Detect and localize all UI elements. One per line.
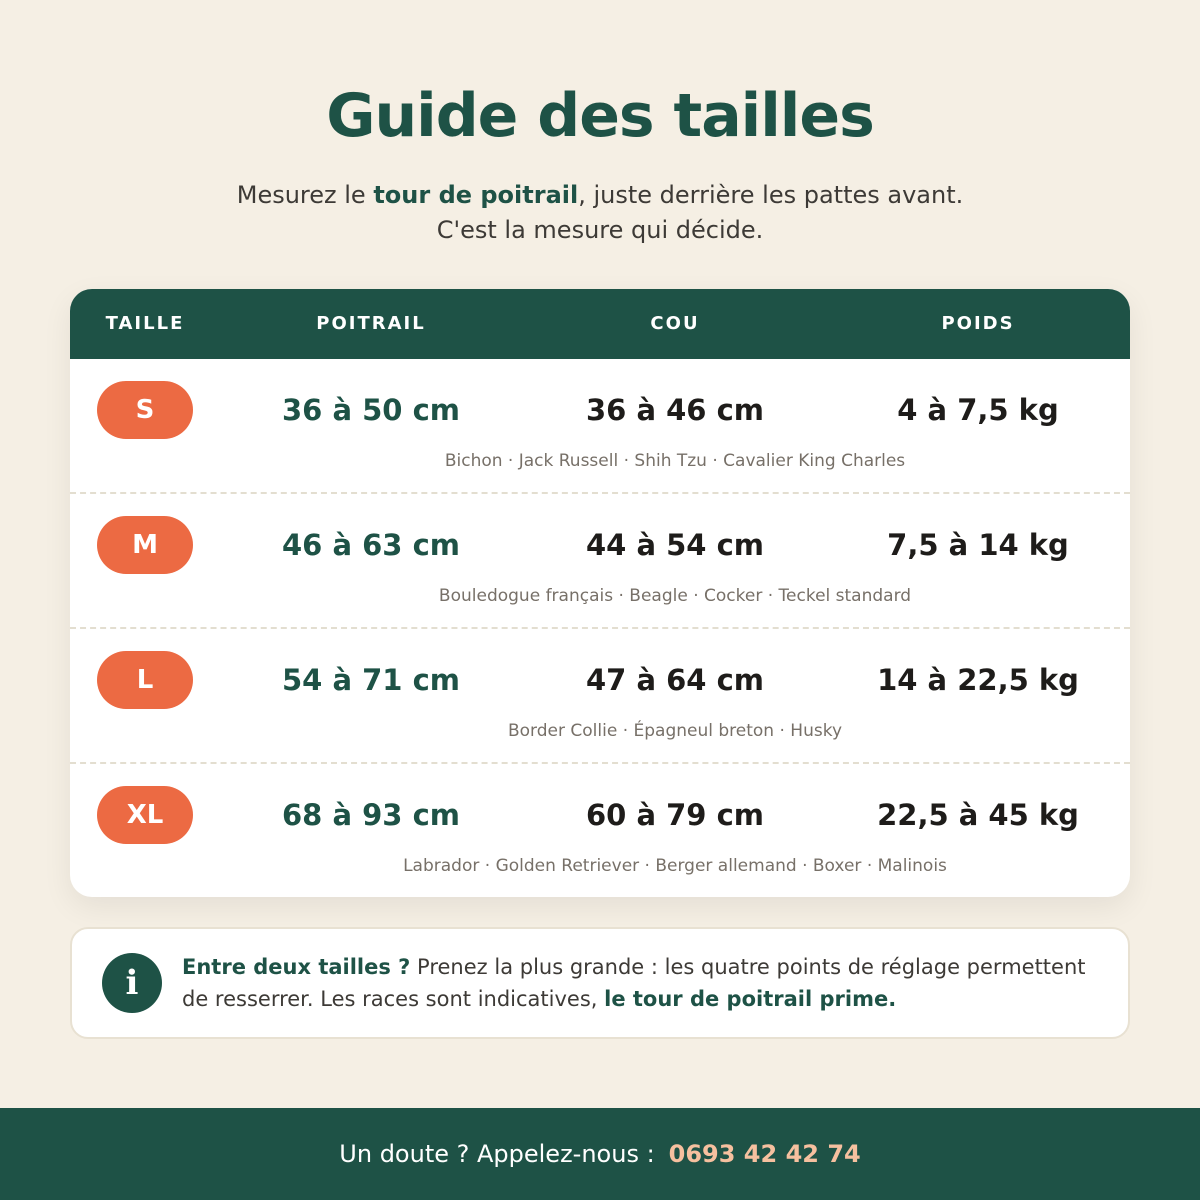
neck-value: 60 à 79 cm (586, 798, 764, 832)
footer-banner (0, 1108, 1200, 1200)
size-badge: XL (97, 786, 193, 844)
subtitle-highlight: tour de poitrail (373, 181, 579, 209)
table-row (70, 494, 1130, 629)
info-icon: i (102, 953, 162, 1013)
page-title: Guide des tailles (326, 81, 874, 151)
phone-number-link[interactable]: 0693 42 42 74 (668, 1140, 861, 1168)
footer-label: Un doute ? Appelez-nous : (339, 1140, 655, 1168)
subtitle-text-after: , juste derrière les pattes avant. (578, 181, 964, 209)
info-lead: Entre deux tailles ? (182, 955, 411, 979)
breeds-list: Bouledogue français · Beagle · Cocker · Teckel standard (438, 586, 912, 606)
header-chest: POITRAIL (316, 313, 426, 334)
table-header (70, 289, 1130, 359)
breeds-list: Border Collie · Épagneul breton · Husky (507, 721, 843, 741)
subtitle-line-1 (0, 178, 1200, 213)
breeds-list: Bichon · Jack Russell · Shih Tzu · Cavalier King Charles (444, 451, 906, 471)
info-box (70, 927, 1130, 1039)
size-badge: M (97, 516, 193, 574)
table-row (70, 764, 1130, 897)
table-row (70, 359, 1130, 494)
weight-value: 7,5 à 14 kg (887, 528, 1069, 562)
size-badge: L (97, 651, 193, 709)
header-size: TAILLE (105, 313, 185, 334)
size-badge: S (97, 381, 193, 439)
neck-value: 47 à 64 cm (586, 663, 764, 697)
info-conclusion: le tour de poitrail prime. (604, 987, 897, 1011)
weight-value: 14 à 22,5 kg (877, 663, 1079, 697)
info-text (182, 951, 1112, 1015)
weight-value: 4 à 7,5 kg (897, 393, 1059, 427)
header-weight: POIDS (941, 313, 1015, 334)
chest-value: 46 à 63 cm (282, 528, 460, 562)
chest-value: 54 à 71 cm (282, 663, 460, 697)
chest-value: 68 à 93 cm (282, 798, 460, 832)
page-subtitle (0, 178, 1200, 248)
subtitle-line-2: C'est la mesure qui décide. (436, 216, 764, 244)
breeds-list: Labrador · Golden Retriever · Berger allemand · Boxer · Malinois (403, 856, 947, 876)
neck-value: 36 à 46 cm (586, 393, 764, 427)
info-body: Prenez la plus grande : les quatre points de réglage permettent de resserrer. Les races sont indicatives, (182, 955, 1086, 1011)
weight-value: 22,5 à 45 kg (877, 798, 1079, 832)
table-row (70, 629, 1130, 764)
chest-value: 36 à 50 cm (282, 393, 460, 427)
neck-value: 44 à 54 cm (586, 528, 764, 562)
header-neck: COU (650, 313, 700, 334)
size-table (70, 289, 1130, 897)
subtitle-text-before: Mesurez le (236, 181, 374, 209)
